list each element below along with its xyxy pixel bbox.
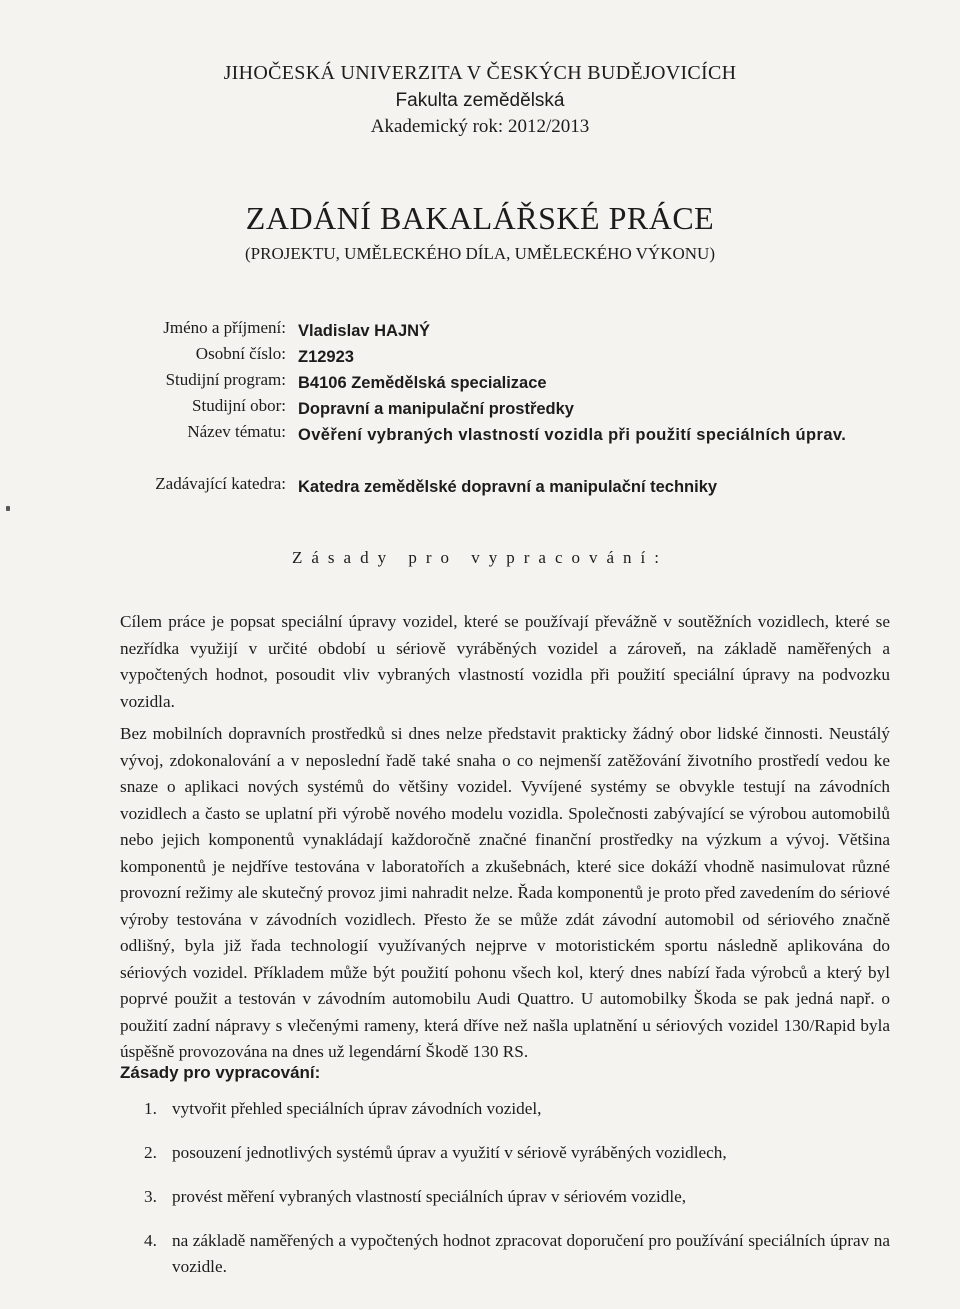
info-row-study-field [0, 396, 960, 422]
info-row-personal-number [0, 344, 960, 370]
list-item-text: vytvořit přehled speciálních úprav závodních vozidel, [172, 1099, 542, 1118]
list-item-number: 4. [144, 1231, 157, 1250]
list-item [120, 1184, 890, 1210]
info-label: Název tématu: [187, 422, 286, 441]
document-title: ZADÁNÍ BAKALÁŘSKÉ PRÁCE [245, 200, 715, 236]
info-value: Ověření vybraných vlastností vozidla při použití speciálních úprav. [298, 426, 847, 444]
paragraph-goal: Cílem práce je popsat speciální úpravy vozidel, které se používají převážně v soutěžních vozidlech, které se nezřídka využijí v určité období u sériově vyráběných vozidel a zároveň, na základě naměřených a vypočtených hodnot, posoudit vliv vybraných vlastností vozidla při použití speciální úpravy na podvozku vozidla. [120, 612, 890, 711]
document-subtitle: (PROJEKTU, UMĚLECKÉHO DÍLA, UMĚLECKÉHO VÝKONU) [245, 244, 715, 263]
list-item-number: 3. [144, 1187, 157, 1206]
list-item [120, 1228, 890, 1280]
info-value: Vladislav HAJNÝ [298, 322, 431, 340]
student-info-table [0, 318, 960, 500]
list-heading: Zásady pro vypracování: [120, 1063, 321, 1082]
info-value: Z12923 [298, 348, 354, 366]
info-row-topic [0, 422, 960, 474]
info-label: Studijní obor: [192, 396, 286, 415]
list-item-number: 1. [144, 1099, 157, 1118]
info-row-study-program [0, 370, 960, 396]
list-item-text: na základě naměřených a vypočtených hodnot zpracovat doporučení pro používání speciálních úprav na vozidle. [172, 1231, 890, 1276]
info-value: B4106 Zemědělská specializace [298, 374, 547, 392]
info-label: Osobní číslo: [195, 344, 286, 363]
guidelines-heading: Zásady pro vypracování: [292, 548, 668, 567]
info-value: Katedra zemědělské dopravní a manipulační techniky [298, 478, 718, 496]
faculty-name: Fakulta zemědělská [395, 90, 565, 111]
info-value: Dopravní a manipulační prostředky [298, 400, 574, 418]
university-name: JIHOČESKÁ UNIVERZITA V ČESKÝCH BUDĚJOVICÍCH [223, 62, 737, 84]
paragraph-background: Bez mobilních dopravních prostředků si dnes nelze představit prakticky žádný obor lidské činnosti. Neustálý vývoj, zdokonalování a v neposlední řadě také snaha o co nejmenší zatěžování životního prostředí vedou ke snaze o aplikaci nových systémů do většiny vozidel. Vyvíjené systémy se obvykle testují na závodních vozidlech a často se uplatní při výrobě nového modelu vozidla. Společnosti zabývající se výrobou automobilů nebo jejich komponentů vynakládají každoročně značné finanční prostředky na výzkum a vývoj. Většina komponentů je nejdříve testována v laboratořích a zkušebnách, které sice dokáží vhodně nasimulovat různé provozní režimy ale skutečný provoz jimi nahradit nelze. Řada komponentů je proto před zavedením do sériové výroby testována v závodních vozidlech. Přesto že se může zdát závodní automobil od sériového značně odlišný, byla již řada technologií využívaných nejprve v motoristickém sportu následně aplikována do sériových vozidel. Příkladem může být použití pohonu všech kol, který dnes nabízí řada výrobců a který byl poprvé použit a testován v závodním automobilu Audi Quattro. U automobilky Škoda se pak jedná např. o použití zadní nápravy s vlečenými rameny, která dříve než našla uplatnění u sériových vozidel 130/Rapid byla úspěšně provozována na dnes už legendární Škodě 130 RS. [120, 724, 890, 1062]
info-row-department [0, 474, 960, 500]
list-item-number: 2. [144, 1143, 157, 1162]
info-label: Jméno a příjmení: [163, 318, 286, 337]
guidelines-list [120, 1096, 890, 1298]
list-item [120, 1140, 890, 1166]
info-label: Zadávající katedra: [155, 474, 286, 493]
academic-year: Akademický rok: 2012/2013 [370, 116, 590, 137]
info-label: Studijní program: [165, 370, 286, 389]
info-row-name [0, 318, 960, 344]
list-item-text: posouzení jednotlivých systémů úprav a využití v sériově vyráběných vozidlech, [172, 1143, 727, 1162]
scan-margin-mark [6, 506, 10, 511]
list-item-text: provést měření vybraných vlastností speciálních úprav v sériovém vozidle, [172, 1187, 687, 1206]
list-item [120, 1096, 890, 1122]
